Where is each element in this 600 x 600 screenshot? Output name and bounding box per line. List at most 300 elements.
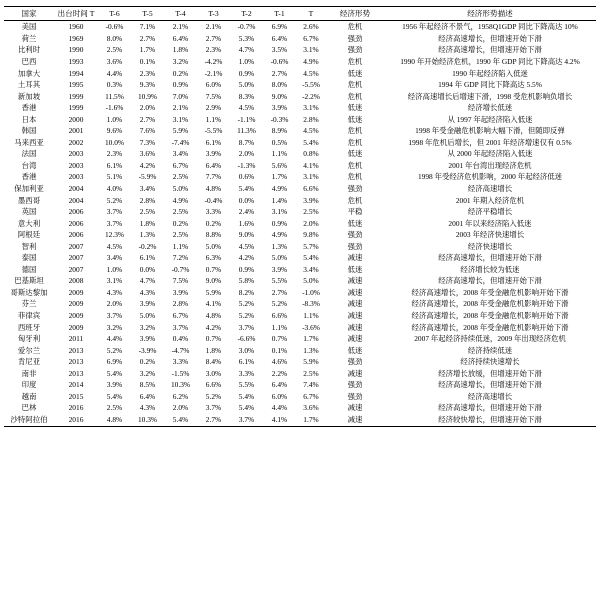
cell-country: 巴林 — [21, 403, 37, 413]
cell-situation: 低迷 — [347, 218, 363, 228]
cell-country: 德国 — [21, 264, 37, 274]
cell-t: -2.2% — [302, 91, 320, 101]
table-row — [4, 125, 596, 137]
cell-situation: 平稳 — [347, 207, 363, 217]
cell-t2: -0.7% — [237, 22, 256, 32]
cell-country: 荷兰 — [21, 33, 37, 43]
cell-t6: 0.3% — [106, 80, 123, 90]
cell-t3: 9.0% — [205, 276, 222, 286]
cell-t5: 1.8% — [139, 218, 156, 228]
cell-t5: 8.5% — [139, 380, 156, 390]
cell-year: 2016 — [68, 403, 84, 413]
cell-country: 智利 — [21, 241, 37, 251]
cell-year: 1999 — [68, 103, 84, 113]
cell-t4: 7.5% — [172, 276, 189, 286]
cell-t2: -1.3% — [237, 160, 256, 170]
cell-t: 5.4% — [303, 253, 319, 263]
table-row — [4, 56, 596, 68]
cell-t6: 5.1% — [106, 172, 123, 182]
cell-t6: 1.0% — [106, 114, 123, 124]
cell-t1: 2.7% — [271, 68, 288, 78]
cell-t4: 6.7% — [172, 160, 189, 170]
cell-year: 2000 — [68, 114, 84, 124]
cell-t4: 1.8% — [172, 45, 189, 55]
cell-t4: 2.5% — [172, 207, 189, 217]
cell-t: 3.1% — [303, 45, 319, 55]
cell-country: 匈牙利 — [17, 334, 41, 344]
table-row — [4, 333, 596, 345]
cell-description: 经济高速增长，但增速开始下滑 — [438, 33, 542, 43]
table-header — [4, 7, 596, 21]
cell-t6: -1.6% — [105, 103, 124, 113]
cell-t2: 5.5% — [238, 380, 255, 390]
cell-t4: 3.9% — [172, 287, 189, 297]
cell-t1: 5.2% — [271, 299, 288, 309]
cell-t: 6.6% — [303, 184, 319, 194]
cell-description: 1998 年受经济危机影响，2000 年起经济低迷 — [417, 172, 563, 182]
cell-t2: 0.9% — [238, 68, 255, 78]
cell-t4: 5.4% — [164, 414, 197, 426]
cell-t4: 7.0% — [172, 91, 189, 101]
cell-t: 2.6% — [303, 22, 319, 32]
cell-country: 墨西哥 — [17, 195, 41, 205]
cell-description: 经济增长较为低迷 — [460, 264, 520, 274]
column-header-t: T — [296, 7, 326, 21]
cell-t3: 2.9% — [205, 103, 222, 113]
cell-t: 4.5% — [303, 68, 319, 78]
cell-description: 经济高速增长，但增速开始下滑 — [438, 45, 542, 55]
cell-situation: 低迷 — [347, 345, 363, 355]
table-row — [4, 403, 596, 415]
cell-t4: 0.2% — [172, 68, 189, 78]
cell-situation: 危机 — [347, 195, 363, 205]
column-header-t5: T-5 — [131, 7, 164, 21]
cell-situation: 强劲 — [347, 45, 363, 55]
cell-description: 2001 年台湾出现经济危机 — [448, 160, 532, 170]
cell-description: 经济高速增长 — [467, 391, 513, 401]
cell-t3: 3.3% — [205, 207, 222, 217]
cell-t6: 3.9% — [106, 380, 123, 390]
cell-t4: 3.4% — [172, 149, 189, 159]
cell-t: 4.9% — [303, 57, 319, 66]
cell-situation: 危机 — [347, 91, 363, 101]
cell-t2: 5.8% — [238, 276, 255, 286]
cell-t3: 5.0% — [205, 241, 222, 251]
cell-t6: 5.2% — [106, 345, 123, 355]
cell-t5: 3.4% — [139, 184, 156, 194]
cell-situation: 强劲 — [347, 357, 363, 367]
cell-t3: 2.3% — [205, 45, 222, 55]
cell-t5: 5.0% — [139, 311, 156, 321]
cell-t2: 8.7% — [238, 137, 255, 147]
table-row — [4, 33, 596, 45]
cell-t2: 0.0% — [238, 195, 255, 205]
cell-t1: 6.4% — [271, 33, 288, 43]
cell-t3: 8.4% — [205, 357, 222, 367]
cell-description: 从 2000 年起经济陷入低迷 — [447, 149, 533, 159]
cell-year: 1960 — [68, 22, 84, 32]
cell-description: 经济高速增长，但增速开始下滑 — [438, 380, 542, 390]
cell-situation: 危机 — [347, 57, 363, 66]
table-row — [4, 21, 596, 33]
cell-t5: 4.3% — [139, 403, 156, 413]
cell-t4: 0.9% — [172, 80, 189, 90]
cell-t4: 2.0% — [172, 403, 189, 413]
cell-t5: 0.0% — [139, 264, 156, 274]
cell-t1: 4.9% — [271, 230, 288, 240]
cell-situation: 强劲 — [347, 391, 363, 401]
cell-description: 1998 年危机后增长，但 2001 年经济增速仅有 0.5% — [408, 137, 572, 147]
column-header-country: 国家 — [4, 7, 54, 21]
column-header-t4: T-4 — [164, 7, 197, 21]
cell-t1: 2.2% — [271, 368, 288, 378]
cell-t6: 4.4% — [106, 68, 123, 78]
cell-t2: 5.4% — [238, 184, 255, 194]
cell-t5: 2.7% — [139, 114, 156, 124]
cell-t3: 6.6% — [205, 380, 222, 390]
cell-t1: 4.4% — [271, 403, 288, 413]
cell-description: 经济增长低迷 — [467, 103, 513, 113]
cell-t5: 4.3% — [139, 287, 156, 297]
column-header-t6: T-6 — [98, 7, 131, 21]
cell-t: 6.7% — [303, 33, 319, 43]
cell-t4: 5.0% — [172, 184, 189, 194]
cell-t1: 1.4% — [271, 195, 288, 205]
table-row — [4, 183, 596, 195]
cell-t: 2.0% — [303, 218, 319, 228]
cell-year: 1995 — [68, 80, 84, 90]
cell-year: 2016 — [54, 414, 98, 426]
cell-t6: 3.7% — [106, 207, 123, 217]
cell-t6: 2.5% — [106, 403, 123, 413]
cell-t6: 2.0% — [106, 299, 123, 309]
cell-t5: -0.2% — [138, 241, 157, 251]
table-row — [4, 218, 596, 230]
cell-t: 3.9% — [303, 195, 319, 205]
cell-t5: 2.3% — [139, 68, 156, 78]
cell-country: 香港 — [21, 172, 37, 182]
cell-year: 1994 — [68, 68, 84, 78]
cell-country: 越南 — [21, 391, 37, 401]
table-row — [4, 102, 596, 114]
cell-t6: 12.3% — [104, 230, 125, 240]
cell-t2: 11.3% — [237, 126, 256, 136]
cell-t6: 3.2% — [106, 322, 123, 332]
cell-year: 2013 — [68, 345, 84, 355]
cell-situation: 低迷 — [347, 114, 363, 124]
table-row — [4, 160, 596, 172]
table-row — [4, 287, 596, 299]
cell-year: 1999 — [68, 91, 84, 101]
cell-t6: 5.2% — [106, 195, 123, 205]
cell-t5: 3.9% — [139, 334, 156, 344]
cell-t1: 2.7% — [271, 287, 288, 297]
cell-t3: 4.8% — [205, 311, 222, 321]
cell-t5: 3.9% — [139, 299, 156, 309]
cell-t: 1.7% — [303, 334, 319, 344]
cell-situation: 危机 — [347, 137, 363, 147]
cell-description: 经济高速增长，但增速开始下滑 — [438, 276, 542, 286]
cell-t4: 2.5% — [172, 172, 189, 182]
cell-country: 英国 — [21, 207, 37, 217]
cell-situation: 减速 — [347, 299, 363, 309]
cell-year: 2014 — [68, 380, 84, 390]
cell-t5: 7.3% — [139, 137, 156, 147]
cell-situation: 强劲 — [347, 380, 363, 390]
cell-year: 2013 — [68, 368, 84, 378]
table-row — [4, 322, 596, 334]
table-row — [4, 414, 596, 426]
cell-year: 2009 — [68, 322, 84, 332]
cell-description: 经济持续快速增长 — [460, 357, 520, 367]
cell-country: 印度 — [21, 380, 37, 390]
cell-t5: 2.5% — [139, 207, 156, 217]
table-row — [4, 172, 596, 184]
cell-t6: 3.4% — [106, 253, 123, 263]
cell-t4: -1.5% — [171, 368, 190, 378]
cell-situation: 减速 — [347, 276, 363, 286]
cell-t5: 3.2% — [139, 368, 156, 378]
cell-situation: 低迷 — [347, 103, 363, 113]
table-row — [4, 276, 596, 288]
cell-t: -1.0% — [302, 287, 320, 297]
cell-country: 法国 — [21, 149, 37, 159]
cell-t4: -7.4% — [171, 137, 190, 147]
cell-t: -3.6% — [302, 322, 320, 332]
cell-situation: 危机 — [347, 22, 363, 32]
cell-t3: 4.1% — [205, 299, 222, 309]
cell-t2: 3.7% — [230, 414, 263, 426]
cell-situation: 危机 — [347, 80, 363, 90]
cell-t: 4.5% — [303, 126, 319, 136]
cell-situation: 减速 — [347, 368, 363, 378]
cell-situation: 低迷 — [347, 149, 363, 159]
cell-t: 5.9% — [303, 357, 319, 367]
table-row — [4, 368, 596, 380]
cell-t1: -0.3% — [270, 114, 289, 124]
cell-country: 马来西亚 — [14, 137, 44, 147]
cell-situation: 强劲 — [347, 230, 363, 240]
cell-t2: 3.7% — [238, 322, 255, 332]
cell-t2: 4.2% — [238, 253, 255, 263]
table-header-row — [4, 7, 596, 21]
table-row — [4, 299, 596, 311]
cell-t6: 5.4% — [106, 391, 123, 401]
cell-t1: 3.1% — [271, 207, 288, 217]
cell-t3: 0.2% — [205, 218, 222, 228]
cell-description: 1998 年受金融危机影响大幅下滑，但随即反弹 — [415, 126, 565, 136]
cell-t1: 8.0% — [271, 80, 288, 90]
cell-t2: 6.1% — [238, 357, 255, 367]
column-header-t3: T-3 — [197, 7, 230, 21]
cell-year: 2003 — [68, 160, 84, 170]
cell-year: 2013 — [68, 357, 84, 367]
cell-country: 香港 — [21, 103, 37, 113]
cell-t4: -4.7% — [171, 345, 190, 355]
cell-situation: 减速 — [347, 403, 363, 413]
cell-t1: 3.5% — [271, 45, 288, 55]
cell-t3: 0.7% — [205, 264, 222, 274]
cell-year: 1969 — [68, 33, 84, 43]
cell-description: 2007 年起经济持续低迷，2009 年出现经济危机 — [414, 334, 566, 344]
cell-t1: 6.4% — [271, 380, 288, 390]
table-row — [4, 241, 596, 253]
cell-t: -8.3% — [302, 299, 320, 309]
table-row — [4, 137, 596, 149]
cell-t6: 3.6% — [106, 57, 123, 66]
cell-year: 2007 — [68, 264, 84, 274]
cell-description: 1990 年起经济陷入低迷 — [452, 68, 528, 78]
cell-t5: 10.9% — [137, 91, 158, 101]
cell-t4: 7.2% — [172, 253, 189, 263]
cell-t2: 4.5% — [238, 241, 255, 251]
cell-t: 0.8% — [303, 149, 319, 159]
cell-country: 肯尼亚 — [17, 357, 41, 367]
cell-t: 3.1% — [303, 103, 319, 113]
column-header-t1: T-1 — [263, 7, 296, 21]
cell-situation: 减速 — [347, 322, 363, 332]
cell-country: 阿根廷 — [17, 230, 41, 240]
cell-t5: 9.3% — [139, 80, 156, 90]
cell-t5: 4.2% — [139, 160, 156, 170]
cell-t3: -5.5% — [204, 126, 223, 136]
cell-t4: 10.3% — [170, 380, 191, 390]
cell-situation: 减速 — [347, 287, 363, 297]
table-row — [4, 264, 596, 276]
table-row — [4, 379, 596, 391]
table-row — [4, 195, 596, 207]
cell-t4: 6.4% — [172, 33, 189, 43]
cell-year: 1990 — [68, 45, 84, 55]
cell-t: 3.6% — [303, 403, 319, 413]
cell-t5: 3.2% — [139, 322, 156, 332]
column-header-t2: T-2 — [230, 7, 263, 21]
cell-t5: 1.7% — [139, 45, 156, 55]
table-row — [4, 356, 596, 368]
cell-country: 日本 — [21, 114, 37, 124]
cell-t5: 3.6% — [139, 149, 156, 159]
cell-t1: 1.1% — [271, 322, 288, 332]
cell-t6: 4.4% — [106, 334, 123, 344]
cell-year: 2007 — [68, 253, 84, 263]
cell-t4: 2.8% — [172, 299, 189, 309]
cell-t: 2.8% — [303, 114, 319, 124]
cell-year: 2011 — [68, 334, 84, 344]
cell-t: 5.0% — [303, 276, 319, 286]
cell-t1: 1.7% — [271, 172, 288, 182]
cell-t: 2.5% — [303, 368, 319, 378]
cell-t6: 2.3% — [106, 149, 123, 159]
cell-country: 巴西 — [21, 57, 37, 66]
cell-t1: 4.9% — [271, 184, 288, 194]
cell-description: 经济高速增长后增速下滑，1998 受危机影响负增长 — [407, 91, 573, 101]
cell-situation: 危机 — [347, 126, 363, 136]
cell-t2: 0.6% — [238, 172, 255, 182]
cell-t2: 9.0% — [238, 230, 255, 240]
cell-t1: 0.7% — [271, 334, 288, 344]
table-row — [4, 68, 596, 80]
cell-situation: 减速 — [347, 311, 363, 321]
cell-country: 泰国 — [21, 253, 37, 263]
cell-t3: 3.9% — [205, 149, 222, 159]
cell-t4: 1.1% — [172, 241, 189, 251]
cell-description: 经济高速增长，2008 年受金融危机影响开始下滑 — [411, 311, 569, 321]
cell-t4: 2.5% — [172, 230, 189, 240]
cell-situation: 强劲 — [347, 241, 363, 251]
cell-t6: 4.8% — [98, 414, 131, 426]
cell-year: 2007 — [68, 241, 84, 251]
cell-t2: 5.3% — [238, 33, 255, 43]
cell-t1: 3.9% — [271, 264, 288, 274]
cell-year: 2006 — [68, 230, 84, 240]
cell-t3: -0.4% — [204, 195, 223, 205]
cell-t1: 0.5% — [271, 137, 288, 147]
cell-t4: 5.9% — [172, 126, 189, 136]
cell-t2: 5.2% — [238, 299, 255, 309]
cell-t: 5.7% — [303, 241, 319, 251]
cell-t4: 2.1% — [172, 22, 189, 32]
cell-t6: 6.9% — [106, 357, 123, 367]
cell-t2: 5.2% — [238, 311, 255, 321]
cell-t5: 10.3% — [131, 414, 164, 426]
cell-t5: -3.9% — [138, 345, 157, 355]
cell-country: 意大利 — [17, 218, 41, 228]
cell-country: 爱尔兰 — [17, 345, 41, 355]
cell-description: 经济高速增长，但增速开始下滑 — [438, 403, 542, 413]
cell-description: 经济高速增长，但增速开始下滑 — [438, 253, 542, 263]
cell-country: 韩国 — [21, 126, 37, 136]
cell-t4: -0.7% — [171, 264, 190, 274]
table-row — [4, 345, 596, 357]
table-body — [4, 21, 596, 426]
cell-description: 经济较快增长，但增速开始下滑 — [384, 414, 596, 426]
cell-t1: 5.0% — [271, 253, 288, 263]
table-row — [4, 114, 596, 126]
table-row — [4, 91, 596, 103]
cell-situation: 危机 — [347, 160, 363, 170]
cell-t4: 3.3% — [172, 357, 189, 367]
cell-t2: 8.2% — [238, 287, 255, 297]
cell-t2: -6.6% — [237, 334, 256, 344]
cell-t1: 4.6% — [271, 357, 288, 367]
cell-t: 1.1% — [303, 311, 319, 321]
cell-t1: 1.3% — [271, 241, 288, 251]
cell-t4: 4.9% — [172, 195, 189, 205]
cell-description: 经济高速增长，2008 年受金融危机影响开始下滑 — [411, 322, 569, 332]
cell-t5: 2.8% — [139, 195, 156, 205]
cell-t1: 4.1% — [263, 414, 296, 426]
economic-situation-table — [4, 6, 596, 427]
cell-t6: 3.1% — [106, 276, 123, 286]
table-row — [4, 391, 596, 403]
cell-t3: 3.7% — [205, 403, 222, 413]
cell-t5: 2.7% — [139, 33, 156, 43]
cell-t3: -4.2% — [204, 57, 223, 66]
cell-situation: 危机 — [347, 172, 363, 182]
cell-country: 新加坡 — [17, 91, 41, 101]
cell-t3: 2.7% — [205, 33, 222, 43]
cell-description: 经济高速增长，2008 年受金融危机影响开始下滑 — [411, 287, 569, 297]
cell-t3: -2.1% — [204, 68, 223, 78]
table-row — [4, 252, 596, 264]
cell-t3: 1.8% — [205, 345, 222, 355]
cell-situation: 低迷 — [347, 68, 363, 78]
cell-description: 经济持续低迷 — [467, 345, 513, 355]
cell-description: 2001 年期入经济危机 — [455, 195, 525, 205]
cell-t6: 10.0% — [104, 137, 125, 147]
cell-t6: -0.6% — [105, 22, 124, 32]
cell-t5: 6.1% — [139, 253, 156, 263]
